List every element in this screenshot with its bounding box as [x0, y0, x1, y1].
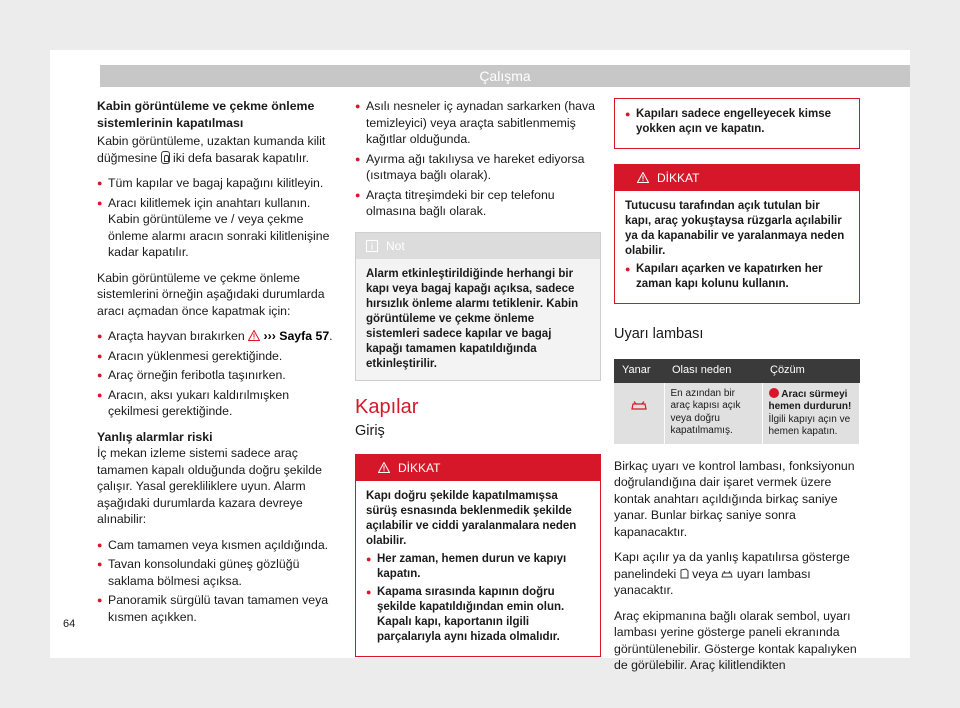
- solution-bold: Aracı sürmeyi hemen durdurun!: [768, 388, 852, 412]
- danger-text: Tutucusu tarafından açık tutulan bir kapı, araç yokuştaysa rüzgarla açılabilir ya da kapanabilir ve yaralanmaya neden olabilir.: [625, 200, 845, 257]
- table-header-cell: Olası neden: [664, 359, 762, 383]
- danger-box: [614, 164, 860, 304]
- column-1: [97, 98, 343, 628]
- warning-lamp-table: [614, 359, 860, 444]
- paragraph: Birkaç uyarı ve kontrol lambası, fonksiyonun doğrulandığına dair işaret vermek üzere kontak anahtarı açıldığında birkaç saniye yanar. Bunlar birkaç saniye sonra kapanacaktır.: [614, 458, 855, 539]
- danger-header: [356, 455, 600, 481]
- list-item: ● Tavan konsolundaki güneş gözlüğü saklama bölmesi açıksa.: [97, 556, 343, 589]
- list-item: ● Tüm kapılar ve bagaj kapağını kilitleyin.: [97, 175, 343, 192]
- list-item: ● Kapama sırasında kapının doğru şekilde kapatıldığından emin olun. Kapalı kapı, kaportanın ilgili parçalarıyla aynı hizada olmalıdır.: [366, 585, 590, 645]
- warning-triangle-icon: [248, 330, 260, 341]
- page-reference-link[interactable]: ››› Sayfa 57: [263, 329, 330, 343]
- section-subtitle: Giriş: [355, 423, 385, 439]
- list-item: ● Araçta hayvan bırakırken ››› Sayfa 57.: [97, 328, 343, 345]
- list-item: ● Araçta titreşimdeki bir cep telefonu olmasına bağlı olarak.: [355, 187, 601, 220]
- list-item: ● Araç örneğin feribotla taşınırken.: [97, 367, 343, 384]
- page-header: Çalışma: [100, 65, 910, 87]
- list-item: ● Ayırma ağı takılıysa ve hareket ediyorsa (ısıtmaya bağlı olarak).: [355, 151, 601, 184]
- cause-cell: En azından bir araç kapısı açık veya doğru kapatılmamış.: [664, 383, 762, 444]
- list-item-text: Araçta hayvan bırakırken: [108, 329, 245, 343]
- warning-triangle-icon: [637, 172, 649, 183]
- car-door-open-icon: [630, 401, 648, 411]
- warning-lamp-heading: Uyarı lambası: [614, 326, 704, 342]
- car-door-open-icon: [721, 570, 733, 579]
- door-icon: [680, 568, 689, 579]
- stop-icon: [769, 388, 779, 398]
- table-header-cell: Yanar: [614, 359, 664, 383]
- list-item: ● Kapıları açarken ve kapatırken her zaman kapı kolunu kullanın.: [625, 262, 849, 292]
- note-label: Not: [386, 238, 405, 253]
- paragraph: İç mekan izleme sistemi sadece araç tamamen kapalı olduğunda doğru şekilde çalışır. Yasal gerekliliklere uyun. Alarm aşağıdaki durumlarda kazara devreye alınabilir:: [97, 446, 322, 526]
- table-header-cell: Çözüm: [762, 359, 860, 383]
- warning-triangle-icon: [378, 462, 390, 473]
- info-icon: [366, 240, 378, 252]
- note-box: [355, 232, 601, 381]
- paragraph: Kapı açılır ya da yanlış kapatılırsa gösterge panelindeki veya uyarı lambası yanacaktır.: [614, 550, 850, 597]
- section-title: Kapılar: [355, 395, 419, 418]
- list-item: ● Cam tamamen veya kısmen açıldığında.: [97, 537, 343, 554]
- key-lock-icon: [161, 151, 170, 164]
- paragraph: Araç ekipmanına bağlı olarak sembol, uyarı lambası yerine gösterge paneli ekranında görüntülenebilir. Gösterge kontak kapalıyken de görülebilir. Araç kilitlendikten: [614, 608, 857, 672]
- solution-cell: [762, 383, 860, 444]
- danger-box: [355, 454, 601, 657]
- table-row: [614, 383, 860, 444]
- list-item: ● Asılı nesneler iç aynadan sarkarken (hava temizleyici) veya araçta sabitlenmemiş kağıtlar olduğunda.: [355, 98, 601, 148]
- list-item: ● Aracın, aksı yukarı kaldırılmışken çekilmesi gerektiğinde.: [97, 387, 343, 420]
- page-number: 64: [63, 618, 76, 630]
- subheading: Yanlış alarmlar riski: [97, 429, 213, 444]
- table-header-row: [614, 359, 860, 383]
- list-item: ● Aracın yüklenmesi gerektiğinde.: [97, 348, 343, 365]
- column-2: [355, 98, 601, 657]
- intro-text-a: Kabin görüntüleme, uzaktan kumanda kilit düğmesine: [97, 134, 326, 165]
- note-text: Alarm etkinleştirildiğinde herhangi bir kapı veya bagaj kapağı açıksa, sadece hırsızlık önleme alarmı tetiklenir. Kabin görüntüleme ve çekme önleme sistemleri sadece kapılar ve bagaj kapağı tamamen kapatıldığında etkinleştirilir.: [356, 259, 600, 380]
- list-item: ● Aracı kilitlemek için anahtarı kullanın. Kabin görüntüleme ve / veya çekme önleme alarmı aracın sonraki kilitlenişine kadar kapatılır.: [97, 195, 343, 261]
- column-3: [614, 98, 860, 683]
- intro-text-b: iki defa basarak kapatılır.: [173, 150, 310, 165]
- danger-label: DİKKAT: [657, 171, 700, 185]
- danger-body: [356, 481, 600, 656]
- note-header: [356, 233, 600, 259]
- danger-continued-box: [614, 98, 860, 149]
- list-item: ● Panoramik sürgülü tavan tamamen veya kısmen açıkken.: [97, 592, 343, 625]
- solution-text: İlgili kapıyı açın ve hemen kapatın.: [768, 413, 851, 437]
- danger-text: Kapı doğru şekilde kapatılmamışsa sürüş esnasında beklenmedik şekilde açılabilir ve ciddi yaralanmalara neden olabilir.: [366, 489, 577, 547]
- danger-header: [615, 165, 859, 191]
- list-item: ● Her zaman, hemen durun ve kapıyı kapatın.: [366, 552, 590, 582]
- page: [50, 50, 910, 672]
- danger-body: [615, 191, 859, 303]
- intro-paragraph: [97, 133, 343, 166]
- danger-label: DİKKAT: [398, 460, 441, 475]
- paragraph: Kabin görüntüleme ve çekme önleme sistemlerini örneğin aşağıdaki durumlarda aracı açmadan önce kapatmak için:: [97, 270, 325, 318]
- section-heading: Kabin görüntüleme ve çekme önleme sistemlerinin kapatılması: [97, 99, 315, 130]
- lamp-cell: [614, 383, 664, 444]
- list-item: ● Kapıları sadece engelleyecek kimse yokken açın ve kapatın.: [625, 107, 849, 137]
